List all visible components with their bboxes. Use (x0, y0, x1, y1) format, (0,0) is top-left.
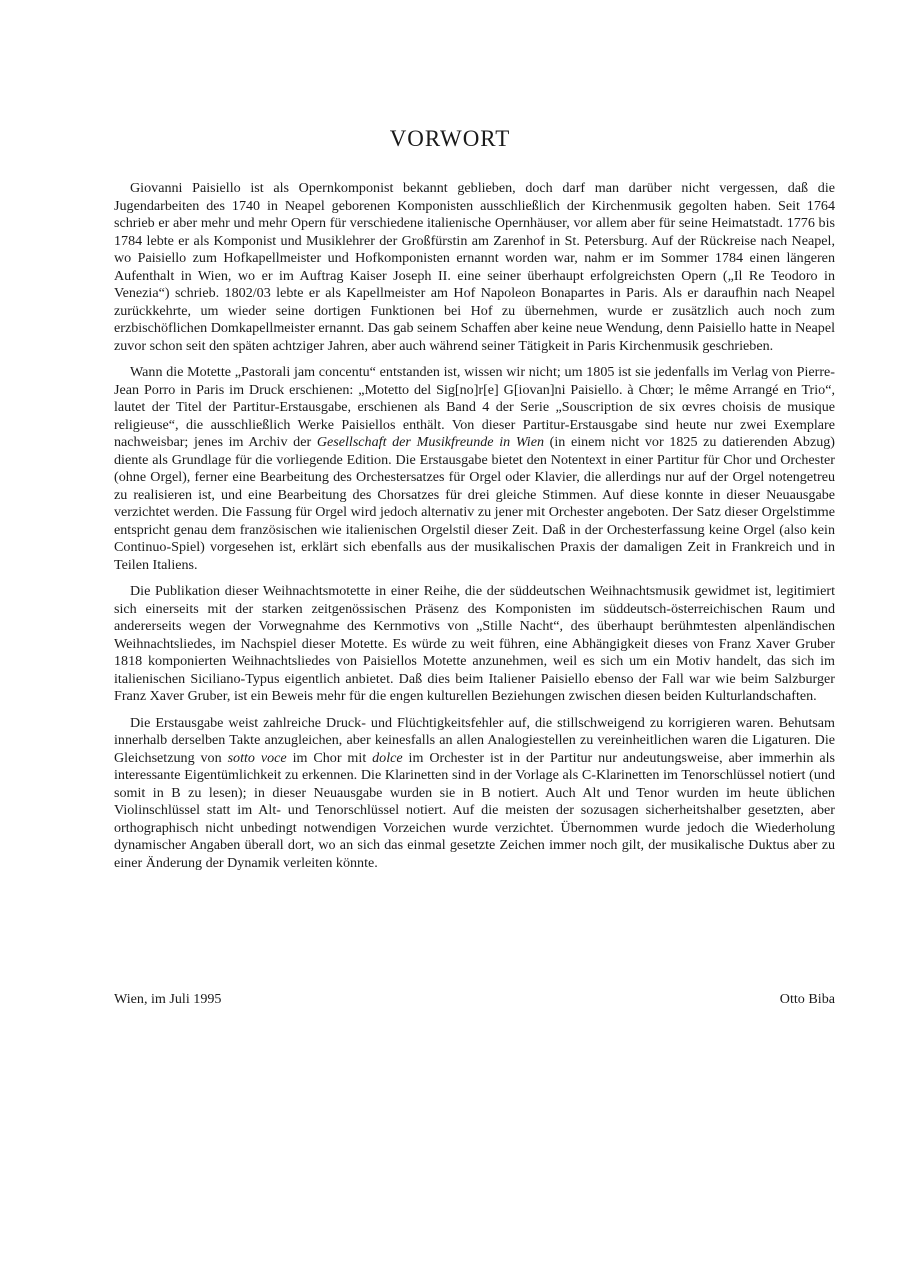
text-run: Die Erstausgabe weist zahlreiche Druck- und Flüchtigkeitsfehler auf, die stillschweigend zu korrigieren waren. Behutsam innerhalb derselben Takte anzugleichen, aber keinesfalls an allen Analogiestellen zu vereinheitlichen waren die Ligaturen. Die Gleichsetzung von (114, 714, 835, 766)
text-run: im Orchester ist in der Partitur nur andeutungsweise, aber immerhin als interessante Eigentümlichkeit zu erkennen. Die Klarinetten sind in der Vorlage als C-Klarinetten im Tenorschlüssel notiert (und somit in B zu lesen); in dieser Neuausgabe wurden sie in B notiert. Auch Alt und Tenor wurden im heute üblichen Violinschlüssel statt im Alt- und Tenorschlüssel notiert. Auf die meisten der sozusagen sicherheitshalber gesetzten, aber orthographisch nicht unbedingt notwendigen Vorzeichen wurde verzichtet. Übernommen wurde jedoch die Wiederholung dynamischer Angaben überall dort, wo an sich das einmal gesetzte Zeichen immer noch gilt, der musikalische Duktus aber zu einer Änderung der Dynamik verleiten könnte. (114, 749, 835, 871)
italic-text: Gesellschaft der Musikfreunde in Wien (316, 434, 544, 450)
paragraph-2 (114, 364, 835, 574)
text-run: Wann die Motette „Pastorali jam concentu“ entstanden ist, wissen wir nicht; um 1805 ist sie jedenfalls im Verlag von Pierre-Jean Porro in Paris im Druck erschienen: „Motetto del Sig[no]r[e] G[iovan]ni Paisiello. à Chœr; le même Arrangé en Trio“, lautet der Titel der Partitur-Erstausgabe, erschienen als Band 4 der Serie „Souscription de six œvres choisis de musique religieuse“, die ausschließlich Werke Paisiellos enthält. Von dieser Partitur-Erstausgabe sind heute nur zwei Exemplare nachweisbar; jenes im Archiv der (114, 364, 835, 450)
paragraph-1 (114, 180, 835, 355)
paragraph-3 (114, 583, 835, 706)
text-run: Die Publikation dieser Weihnachtsmotette in einer Reihe, die der süddeutschen Weihnachtsmusik gewidmet ist, legitimiert sich einerseits mit der starken zeitgenössischen Präsenz des Komponisten im süddeutsch-österreichischen Raum und andererseits wegen der Vorwegnahme des Kernmotivs von „Stille Nacht“, des überhaupt berühmtesten alpenländischen Weihnachtsliedes, im Nachspiel dieser Motette. Es würde zu weit führen, eine Abhängigkeit dieses von Franz Xaver Gruber 1818 komponierten Weihnachtsliedes von Paisiellos Motette anzunehmen, weil es sich um ein Motiv handelt, das sich im italienischen Siciliano-Typus eigentlich anbietet. Daß dies beim Italiener Paisiello ebenso der Fall war wie beim Salzburger Franz Xaver Gruber, ist ein Beweis mehr für die engen kulturellen Beziehungen zwischen diesen beiden Kulturlandschaften. (114, 583, 835, 704)
text-run: (in einem nicht vor 1825 zu datierenden Abzug) diente als Grundlage für die vorliegende Edition. Die Erstausgabe bietet den Notentext in einer Partitur für Chor und Orchester (ohne Orgel), ferner eine Bearbeitung des Orchestersatzes für Orgel oder Klavier, die allerdings nur auf der Orgel notengetreu zu realisieren ist, und eine Bearbeitung des Chorsatzes für drei gleiche Stimmen. Auf diese konnte in dieser Neuausgabe verzichtet werden. Die Fassung für Orgel wird jedoch alternativ zu jener mit Orchester angeboten. Der Satz dieser Orgelstimme entspricht genau dem französischen wie italienischen Orgelstil dieser Zeit. Daß in der Orchesterfassung keine Orgel (also kein Continuo-Spiel) vorgesehen ist, erklärt sich ebenfalls aus der musikalischen Praxis der damaligen Zeit in Frankreich und in Teilen Italiens. (114, 434, 835, 573)
paragraph-4 (114, 715, 835, 873)
text-run: im Chor mit (286, 749, 373, 766)
author-name: Otto Biba (779, 991, 835, 1007)
text-run: Giovanni Paisiello ist als Opernkomponist bekannt geblieben, doch darf man darüber nicht vergessen, daß die Jugendarbeiten des 1740 in Neapel geborenen Komponisten ausschließlich der Kirchenmusik gegolten haben. Seit 1764 schrieb er aber mehr und mehr Opern für verschiedene italienische Opernhäuser, vor allem aber für seine Heimatstadt. 1776 bis 1784 lebte er als Komponist und Musiklehrer der Großfürstin am Zarenhof in St. Petersburg. Auf der Rückreise nach Neapel, wo Paisiello zum Hofkapellmeister und Hofkomponisten ernannt worden war, nahm er im Sommer 1784 einen längeren Aufenthalt in Wien, wo er im Auftrag Kaiser Joseph II. eine seiner überhaupt erfolgreichsten Opern („Il Re Teodoro in Venezia“) schrieb. 1802/03 lebte er als Kapellmeister am Hof Napoleon Bonapartes in Paris. Als er daraufhin nach Neapel zurückkehrte, um wieder seine dortigen Funktionen bei Hof zu übernehmen, wurde er zusätzlich auch noch zum erzbischöflichen Domkapellmeister ernannt. Das gab seinem Schaffen aber keine neue Wendung, denn Paisiello hatte in Neapel zuvor schon seit den späten achtziger Jahren, aber auch während seiner Tätigkeit in Paris Kirchenmusik geschrieben. (114, 180, 835, 354)
page-title: VORWORT (389, 126, 511, 151)
italic-text: dolce (372, 749, 403, 766)
italic-text: sotto voce (227, 749, 287, 766)
signature-line (114, 991, 835, 1008)
place-date: Wien, im Juli 1995 (114, 991, 222, 1007)
preface-body (114, 180, 835, 881)
